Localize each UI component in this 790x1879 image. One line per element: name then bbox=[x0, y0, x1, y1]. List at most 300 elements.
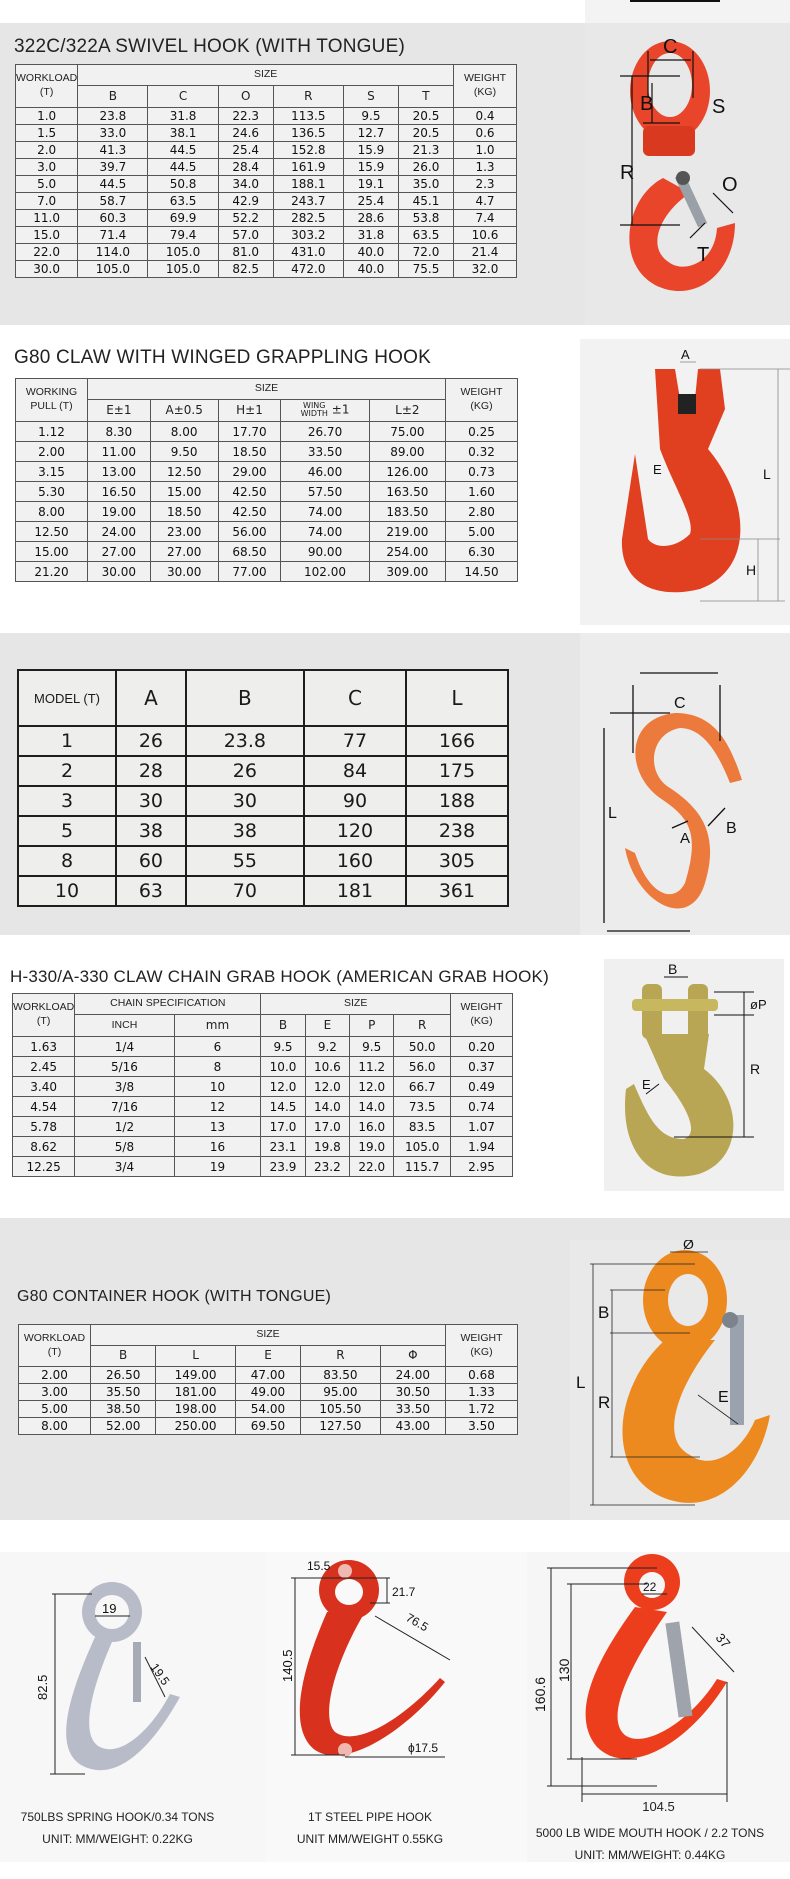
spec-table-grab-hook bbox=[12, 993, 513, 1177]
table-cell: 188.1 bbox=[273, 176, 343, 193]
table-cell: 22.3 bbox=[218, 108, 273, 125]
table-cell: 40.0 bbox=[343, 244, 398, 261]
table-cell: 26 bbox=[116, 726, 186, 756]
table-cell: 38.1 bbox=[148, 125, 218, 142]
table-cell: 31.8 bbox=[343, 227, 398, 244]
table-cell: 30.00 bbox=[88, 562, 151, 582]
dim-label: 15.5 bbox=[307, 1559, 331, 1573]
table-cell: 14.5 bbox=[261, 1097, 305, 1117]
table-cell: 11.2 bbox=[350, 1057, 394, 1077]
table-cell: 181 bbox=[304, 876, 406, 906]
table-cell: 16.50 bbox=[88, 482, 151, 502]
table-cell: 188 bbox=[406, 786, 508, 816]
table-cell: 12 bbox=[174, 1097, 261, 1117]
table-row bbox=[16, 562, 518, 582]
dim-label: 22 bbox=[643, 1580, 657, 1594]
table-cell: 114.0 bbox=[78, 244, 148, 261]
table-cell: 54.00 bbox=[235, 1401, 300, 1418]
table-cell: 77.00 bbox=[218, 562, 281, 582]
table-row bbox=[13, 1037, 513, 1057]
table-cell: 72.0 bbox=[398, 244, 453, 261]
table-cell: 23.1 bbox=[261, 1137, 305, 1157]
cell-workload: 15.00 bbox=[16, 542, 88, 562]
cell-workload: 15.0 bbox=[16, 227, 78, 244]
table-cell: 243.7 bbox=[273, 193, 343, 210]
table-cell: 1/2 bbox=[75, 1117, 174, 1137]
col-header: C bbox=[304, 670, 406, 726]
dim-label-p: øP bbox=[750, 997, 767, 1012]
table-cell: 152.8 bbox=[273, 142, 343, 159]
table-row bbox=[13, 1057, 513, 1077]
col-header: C bbox=[148, 86, 218, 108]
dim-label-a: A bbox=[680, 830, 691, 847]
cell-workload: 30.0 bbox=[16, 261, 78, 278]
cell-workload: 1.0 bbox=[16, 108, 78, 125]
table-cell: 89.00 bbox=[369, 442, 445, 462]
table-cell: 219.00 bbox=[369, 522, 445, 542]
table-cell: 74.00 bbox=[281, 522, 369, 542]
table-cell: 0.49 bbox=[451, 1077, 513, 1097]
product-unit: UNIT: MM/WEIGHT: 0.22KG bbox=[42, 1832, 193, 1846]
table-cell: 105.0 bbox=[78, 261, 148, 278]
cell-workload: 3.15 bbox=[16, 462, 88, 482]
header-weight: WEIGHT (KG) bbox=[454, 65, 517, 108]
cell-workload: 1 bbox=[18, 726, 116, 756]
table-cell: 472.0 bbox=[273, 261, 343, 278]
section-title: G80 CLAW WITH WINGED GRAPPLING HOOK bbox=[14, 347, 431, 368]
product-name: 5000 LB WIDE MOUTH HOOK / 2.2 TONS bbox=[535, 1826, 765, 1840]
table-cell: 23.8 bbox=[78, 108, 148, 125]
table-cell: 10.0 bbox=[261, 1057, 305, 1077]
table-cell: 11.00 bbox=[88, 442, 151, 462]
table-body bbox=[18, 726, 508, 906]
table-cell: 30 bbox=[116, 786, 186, 816]
dim-label-l: L bbox=[763, 466, 771, 482]
table-cell: 8.00 bbox=[150, 422, 218, 442]
product-caption bbox=[521, 1822, 779, 1866]
table-cell: 2.3 bbox=[454, 176, 517, 193]
table-cell: 83.50 bbox=[301, 1367, 380, 1384]
table-cell: 63.5 bbox=[148, 193, 218, 210]
table-cell: 9.5 bbox=[343, 108, 398, 125]
table-cell: 23.9 bbox=[261, 1157, 305, 1177]
table-cell: 149.00 bbox=[156, 1367, 235, 1384]
header-weight: WEIGHT (KG) bbox=[451, 994, 513, 1037]
cell-workload: 5.0 bbox=[16, 176, 78, 193]
cell-workload: 3.40 bbox=[13, 1077, 75, 1097]
table-cell: 52.2 bbox=[218, 210, 273, 227]
table-row bbox=[16, 482, 518, 502]
dim-label-c: C bbox=[674, 695, 686, 712]
table-cell: 66.7 bbox=[394, 1077, 451, 1097]
table-cell: 41.3 bbox=[78, 142, 148, 159]
col-header: S bbox=[343, 86, 398, 108]
table-cell: 30.50 bbox=[380, 1384, 445, 1401]
table-cell: 31.8 bbox=[148, 108, 218, 125]
table-cell: 56.0 bbox=[394, 1057, 451, 1077]
table-cell: 60.3 bbox=[78, 210, 148, 227]
table-cell: 10 bbox=[174, 1077, 261, 1097]
cell-workload: 5.00 bbox=[19, 1401, 91, 1418]
grappling-hook-diagram bbox=[580, 339, 790, 625]
product-unit: UNIT MM/WEIGHT 0.55KG bbox=[296, 1832, 444, 1846]
dim-label-l: L bbox=[608, 805, 617, 822]
table-cell: 42.50 bbox=[218, 482, 281, 502]
col-header: B bbox=[186, 670, 304, 726]
dim-label: 19 bbox=[102, 1601, 117, 1616]
spec-table-grappling bbox=[15, 378, 518, 582]
table-cell: 56.00 bbox=[218, 522, 281, 542]
table-row bbox=[16, 159, 517, 176]
table-cell: 69.9 bbox=[148, 210, 218, 227]
table-cell: 3.50 bbox=[446, 1418, 518, 1435]
table-cell: 0.73 bbox=[446, 462, 518, 482]
table-cell: 35.0 bbox=[398, 176, 453, 193]
cell-workload: 2.45 bbox=[13, 1057, 75, 1077]
dim-label-o: O bbox=[722, 174, 738, 196]
table-cell: 183.50 bbox=[369, 502, 445, 522]
table-cell: 12.0 bbox=[305, 1077, 349, 1097]
cell-workload: 1.63 bbox=[13, 1037, 75, 1057]
table-cell: 33.50 bbox=[281, 442, 369, 462]
table-cell: 1.60 bbox=[446, 482, 518, 502]
table-cell: 57.0 bbox=[218, 227, 273, 244]
table-cell: 15.00 bbox=[150, 482, 218, 502]
table-cell: 431.0 bbox=[273, 244, 343, 261]
header-size: SIZE bbox=[88, 379, 446, 400]
col-header: E bbox=[305, 1015, 349, 1037]
col-header: B bbox=[261, 1015, 305, 1037]
dim-label: 19.5 bbox=[147, 1660, 173, 1688]
table-cell: 17.70 bbox=[218, 422, 281, 442]
table-row bbox=[19, 1367, 518, 1384]
table-row bbox=[18, 786, 508, 816]
table-cell: 1.3 bbox=[454, 159, 517, 176]
table-cell: 39.7 bbox=[78, 159, 148, 176]
table-cell: 24.6 bbox=[218, 125, 273, 142]
table-row bbox=[13, 1117, 513, 1137]
col-header: H±1 bbox=[218, 400, 281, 422]
cell-workload: 7.0 bbox=[16, 193, 78, 210]
table-cell: 1/4 bbox=[75, 1037, 174, 1057]
col-header: R bbox=[301, 1346, 380, 1367]
table-cell: 250.00 bbox=[156, 1418, 235, 1435]
table-cell: 8.30 bbox=[88, 422, 151, 442]
table-cell: 1.33 bbox=[446, 1384, 518, 1401]
col-header: L bbox=[406, 670, 508, 726]
table-cell: 5/16 bbox=[75, 1057, 174, 1077]
section-title: G80 CONTAINER HOOK (WITH TONGUE) bbox=[17, 1288, 331, 1305]
dim-label: 21.7 bbox=[392, 1585, 416, 1599]
dim-label-e: E bbox=[642, 1077, 651, 1092]
table-cell: 71.4 bbox=[78, 227, 148, 244]
table-cell: 30 bbox=[186, 786, 304, 816]
header-workload: WORKLOAD (T) bbox=[19, 1325, 91, 1367]
table-cell: 21.3 bbox=[398, 142, 453, 159]
cell-workload: 1.12 bbox=[16, 422, 88, 442]
table-row bbox=[16, 210, 517, 227]
table-cell: 68.50 bbox=[218, 542, 281, 562]
table-body bbox=[19, 1367, 518, 1435]
table-cell: 90.00 bbox=[281, 542, 369, 562]
table-cell: 53.8 bbox=[398, 210, 453, 227]
table-row bbox=[18, 816, 508, 846]
table-row bbox=[13, 1137, 513, 1157]
col-header: E±1 bbox=[88, 400, 151, 422]
section-title: 322C/322A SWIVEL HOOK (WITH TONGUE) bbox=[14, 36, 405, 57]
table-cell: 83.5 bbox=[394, 1117, 451, 1137]
table-cell: 15.9 bbox=[343, 142, 398, 159]
table-cell: 163.50 bbox=[369, 482, 445, 502]
table-cell: 28 bbox=[116, 756, 186, 786]
table-cell: 95.00 bbox=[301, 1384, 380, 1401]
table-row bbox=[16, 442, 518, 462]
table-cell: 46.00 bbox=[281, 462, 369, 482]
table-row bbox=[16, 125, 517, 142]
table-cell: 13.00 bbox=[88, 462, 151, 482]
table-row bbox=[16, 227, 517, 244]
table-cell: 47.00 bbox=[235, 1367, 300, 1384]
product-unit: UNIT: MM/WEIGHT: 0.44KG bbox=[574, 1848, 726, 1862]
col-header: R bbox=[273, 86, 343, 108]
table-cell: 49.00 bbox=[235, 1384, 300, 1401]
dim-label-r: R bbox=[620, 162, 635, 184]
table-cell: 0.68 bbox=[446, 1367, 518, 1384]
section-title: H-330/A-330 CLAW CHAIN GRAB HOOK (AMERICAN GRAB HOOK) bbox=[10, 967, 549, 986]
wide-mouth-hook-card bbox=[527, 1552, 790, 1862]
dim-label: 82.5 bbox=[35, 1674, 50, 1700]
table-cell: 15.9 bbox=[343, 159, 398, 176]
table-cell: 21.4 bbox=[454, 244, 517, 261]
table-cell: 44.5 bbox=[148, 142, 218, 159]
table-cell: 69.50 bbox=[235, 1418, 300, 1435]
table-cell: 45.1 bbox=[398, 193, 453, 210]
table-cell: 282.5 bbox=[273, 210, 343, 227]
col-header: B bbox=[78, 86, 148, 108]
col-header: T bbox=[398, 86, 453, 108]
table-cell: 120 bbox=[304, 816, 406, 846]
cell-workload: 8 bbox=[18, 846, 116, 876]
col-header: P bbox=[350, 1015, 394, 1037]
table-row bbox=[16, 522, 518, 542]
table-row bbox=[13, 1097, 513, 1117]
table-cell: 0.20 bbox=[451, 1037, 513, 1057]
dim-label-b: B bbox=[726, 820, 737, 837]
table-cell: 28.6 bbox=[343, 210, 398, 227]
table-cell: 27.00 bbox=[150, 542, 218, 562]
dim-label-e: E bbox=[653, 462, 662, 477]
product-name: 750LBS SPRING HOOK/0.34 TONS bbox=[20, 1810, 215, 1824]
table-cell: 198.00 bbox=[156, 1401, 235, 1418]
table-cell: 105.0 bbox=[148, 244, 218, 261]
table-cell: 0.32 bbox=[446, 442, 518, 462]
cell-workload: 2.00 bbox=[16, 442, 88, 462]
table-cell: 26.70 bbox=[281, 422, 369, 442]
table-cell: 12.0 bbox=[350, 1077, 394, 1097]
header-size: SIZE bbox=[78, 65, 454, 86]
table-cell: 14.0 bbox=[305, 1097, 349, 1117]
table-cell: 38 bbox=[116, 816, 186, 846]
table-cell: 70 bbox=[186, 876, 304, 906]
table-cell: 44.5 bbox=[78, 176, 148, 193]
dim-label-width: 104.5 bbox=[642, 1799, 675, 1814]
dim-label-c: C bbox=[663, 36, 678, 58]
table-row bbox=[19, 1418, 518, 1435]
table-cell: 305 bbox=[406, 846, 508, 876]
table-cell: 23.2 bbox=[305, 1157, 349, 1177]
table-cell: 1.07 bbox=[451, 1117, 513, 1137]
table-cell: 50.0 bbox=[394, 1037, 451, 1057]
table-cell: 19.8 bbox=[305, 1137, 349, 1157]
s-hook-diagram bbox=[580, 633, 790, 935]
table-cell: 0.4 bbox=[454, 108, 517, 125]
container-hook-diagram bbox=[570, 1240, 790, 1520]
cell-workload: 21.20 bbox=[16, 562, 88, 582]
table-cell: 309.00 bbox=[369, 562, 445, 582]
table-cell: 19.1 bbox=[343, 176, 398, 193]
table-cell: 55 bbox=[186, 846, 304, 876]
table-cell: 303.2 bbox=[273, 227, 343, 244]
col-header-wing-width: WING WIDTH ±1 bbox=[281, 400, 369, 422]
dim-label-t: T bbox=[697, 244, 710, 266]
table-row bbox=[16, 542, 518, 562]
table-cell: 90 bbox=[304, 786, 406, 816]
col-header: L bbox=[156, 1346, 235, 1367]
cell-workload: 11.0 bbox=[16, 210, 78, 227]
table-cell: 20.5 bbox=[398, 125, 453, 142]
dim-label-r: R bbox=[750, 1061, 761, 1077]
table-cell: 175 bbox=[406, 756, 508, 786]
cell-workload: 8.62 bbox=[13, 1137, 75, 1157]
dim-label-h: H bbox=[746, 562, 757, 578]
table-cell: 7.4 bbox=[454, 210, 517, 227]
table-cell: 161.9 bbox=[273, 159, 343, 176]
header-model: MODEL (T) bbox=[18, 670, 116, 726]
table-cell: 25.4 bbox=[218, 142, 273, 159]
table-cell: 105.50 bbox=[301, 1401, 380, 1418]
table-cell: 12.0 bbox=[261, 1077, 305, 1097]
product-caption bbox=[0, 1806, 235, 1850]
table-cell: 238 bbox=[406, 816, 508, 846]
table-row bbox=[18, 726, 508, 756]
dim-label: ϕ17.5 bbox=[408, 1741, 439, 1755]
table-cell: 18.50 bbox=[150, 502, 218, 522]
table-cell: 30.00 bbox=[150, 562, 218, 582]
cell-workload: 2.0 bbox=[16, 142, 78, 159]
table-cell: 16 bbox=[174, 1137, 261, 1157]
dim-label-l: L bbox=[576, 1373, 586, 1392]
table-cell: 7/16 bbox=[75, 1097, 174, 1117]
table-cell: 84 bbox=[304, 756, 406, 786]
table-cell: 3/4 bbox=[75, 1157, 174, 1177]
cell-workload: 8.00 bbox=[19, 1418, 91, 1435]
cell-workload: 5 bbox=[18, 816, 116, 846]
table-row bbox=[18, 756, 508, 786]
header-workload: WORKLOAD (T) bbox=[13, 994, 75, 1037]
table-cell: 34.0 bbox=[218, 176, 273, 193]
spec-table-swivel bbox=[15, 64, 517, 278]
table-cell: 24.00 bbox=[88, 522, 151, 542]
dim-label: 76.5 bbox=[403, 1610, 431, 1635]
table-cell: 33.50 bbox=[380, 1401, 445, 1418]
table-cell: 29.00 bbox=[218, 462, 281, 482]
dim-label-b: B bbox=[640, 93, 654, 115]
table-body bbox=[16, 108, 517, 278]
table-body bbox=[16, 422, 518, 582]
table-cell: 75.00 bbox=[369, 422, 445, 442]
table-cell: 20.5 bbox=[398, 108, 453, 125]
table-cell: 6 bbox=[174, 1037, 261, 1057]
table-cell: 63 bbox=[116, 876, 186, 906]
cell-workload: 8.00 bbox=[16, 502, 88, 522]
table-body bbox=[13, 1037, 513, 1177]
table-cell: 58.7 bbox=[78, 193, 148, 210]
table-cell: 19.00 bbox=[88, 502, 151, 522]
cell-workload: 5.78 bbox=[13, 1117, 75, 1137]
dim-label-r: R bbox=[598, 1393, 611, 1412]
table-row bbox=[19, 1401, 518, 1418]
table-cell: 50.8 bbox=[148, 176, 218, 193]
table-cell: 27.00 bbox=[88, 542, 151, 562]
table-cell: 4.7 bbox=[454, 193, 517, 210]
table-cell: 6.30 bbox=[446, 542, 518, 562]
table-cell: 181.00 bbox=[156, 1384, 235, 1401]
dim-label: 130 bbox=[556, 1658, 572, 1682]
table-row bbox=[16, 108, 517, 125]
table-cell: 9.2 bbox=[305, 1037, 349, 1057]
table-cell: 14.0 bbox=[350, 1097, 394, 1117]
table-cell: 113.5 bbox=[273, 108, 343, 125]
table-cell: 23.8 bbox=[186, 726, 304, 756]
table-cell: 22.0 bbox=[350, 1157, 394, 1177]
header-workload: WORKLOAD (T) bbox=[16, 65, 78, 108]
table-cell: 136.5 bbox=[273, 125, 343, 142]
table-row bbox=[16, 502, 518, 522]
table-cell: 126.00 bbox=[369, 462, 445, 482]
dim-label: 160.6 bbox=[532, 1676, 548, 1712]
col-header: B bbox=[91, 1346, 156, 1367]
spec-table-container-hook bbox=[18, 1324, 518, 1435]
table-cell: 23.00 bbox=[150, 522, 218, 542]
col-header: L±2 bbox=[369, 400, 445, 422]
section-container-hook bbox=[0, 1218, 790, 1520]
cell-workload: 3 bbox=[18, 786, 116, 816]
table-cell: 17.0 bbox=[261, 1117, 305, 1137]
grab-hook-diagram bbox=[604, 959, 784, 1191]
dim-label: 37 bbox=[712, 1630, 734, 1652]
spring-hook-card bbox=[0, 1552, 265, 1862]
table-cell: 3/8 bbox=[75, 1077, 174, 1097]
table-cell: 42.50 bbox=[218, 502, 281, 522]
table-row bbox=[13, 1077, 513, 1097]
table-cell: 9.5 bbox=[261, 1037, 305, 1057]
table-cell: 1.72 bbox=[446, 1401, 518, 1418]
table-cell: 77 bbox=[304, 726, 406, 756]
table-cell: 254.00 bbox=[369, 542, 445, 562]
table-cell: 166 bbox=[406, 726, 508, 756]
dim-label-e: E bbox=[718, 1389, 729, 1406]
section-bottom-products bbox=[0, 1520, 790, 1879]
table-cell: 79.4 bbox=[148, 227, 218, 244]
table-cell: 42.9 bbox=[218, 193, 273, 210]
table-cell: 35.50 bbox=[91, 1384, 156, 1401]
table-cell: 12.7 bbox=[343, 125, 398, 142]
table-cell: 52.00 bbox=[91, 1418, 156, 1435]
cell-workload: 2 bbox=[18, 756, 116, 786]
dim-label-s: S bbox=[712, 96, 726, 118]
section-s-hook bbox=[0, 633, 790, 935]
table-cell: 0.25 bbox=[446, 422, 518, 442]
